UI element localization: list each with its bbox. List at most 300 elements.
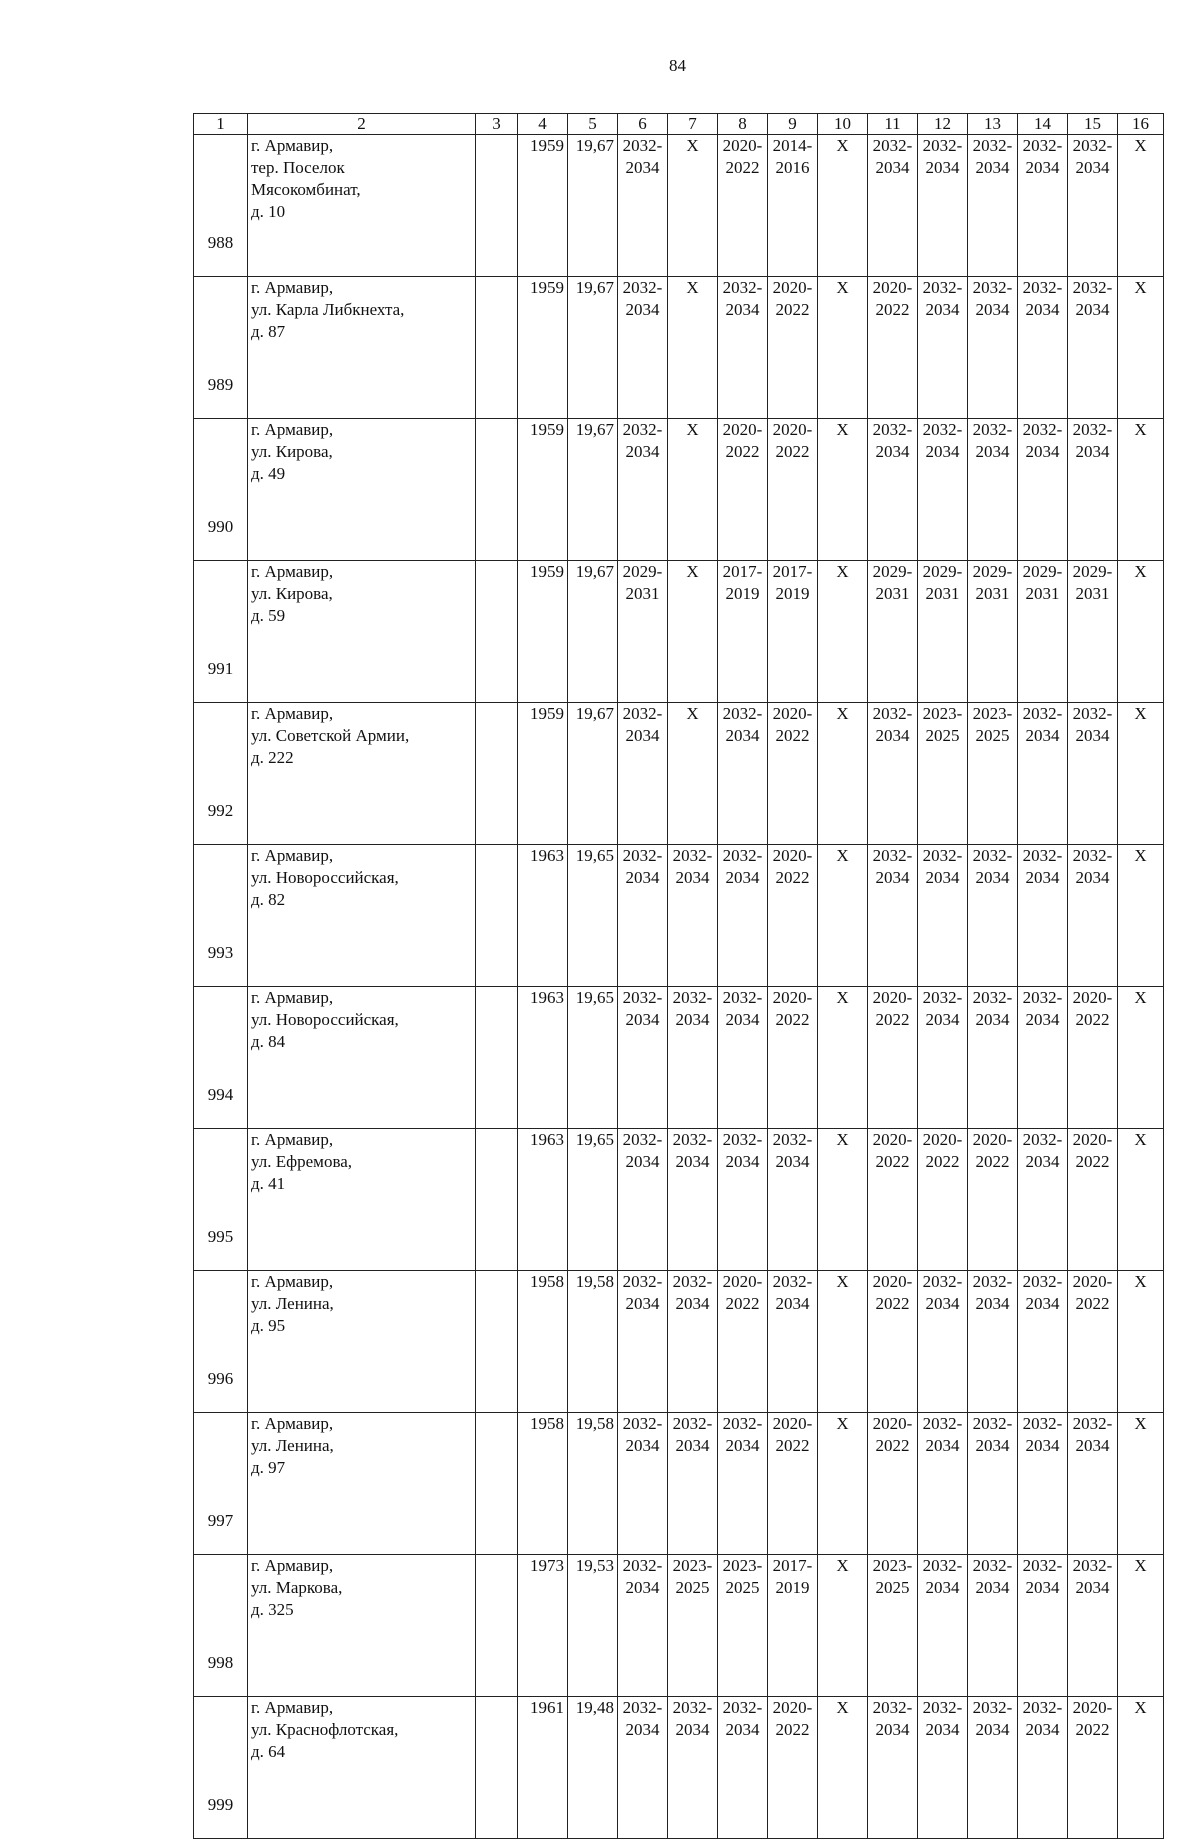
period-text: 2032- — [1022, 136, 1063, 155]
period-text: 2022 — [775, 868, 810, 887]
period-text: 2032- — [622, 136, 663, 155]
period-text: 2032- — [922, 278, 963, 297]
address-line: д. 84 — [251, 1032, 286, 1051]
period-text: 2022 — [925, 1152, 960, 1171]
period-cell — [968, 1697, 1018, 1839]
period-text: 2020- — [772, 1698, 813, 1717]
address-cell — [248, 1555, 476, 1697]
period-cell — [918, 1129, 968, 1271]
row-number: 997 — [194, 1413, 248, 1555]
period-text: 2032- — [1022, 1272, 1063, 1291]
period-text: 2032- — [922, 846, 963, 865]
period-text: 2034 — [625, 868, 660, 887]
address-cell — [248, 135, 476, 277]
address-line: г. Армавир, — [251, 1272, 334, 1291]
area-cell: 19,65 — [568, 845, 618, 987]
address-line: ул. Краснофлотская, — [251, 1720, 399, 1739]
period-cell — [718, 1413, 768, 1555]
period-text: 2032- — [922, 1414, 963, 1433]
empty-cell — [476, 1555, 518, 1697]
period-cell — [968, 561, 1018, 703]
period-text: Х — [1134, 1130, 1147, 1149]
period-text: Х — [836, 1272, 849, 1291]
period-text: 2022 — [1075, 1010, 1110, 1029]
year-cell: 1961 — [518, 1697, 568, 1839]
address-cell — [248, 987, 476, 1129]
period-cell — [968, 845, 1018, 987]
period-text: 2034 — [1025, 300, 1060, 319]
period-text: 2034 — [625, 442, 660, 461]
period-text: 2020- — [872, 278, 913, 297]
period-cell — [918, 987, 968, 1129]
period-text: 2020- — [872, 1130, 913, 1149]
period-text: 2031 — [975, 584, 1010, 603]
period-cell — [1118, 845, 1164, 987]
period-text: Х — [836, 1130, 849, 1149]
period-text: 2032- — [1072, 1556, 1113, 1575]
period-cell — [868, 703, 918, 845]
period-cell — [968, 1129, 1018, 1271]
period-cell — [1018, 1271, 1068, 1413]
period-cell — [1018, 1413, 1068, 1555]
period-cell — [618, 135, 668, 277]
period-cell — [1068, 277, 1118, 419]
period-text: 2025 — [875, 1578, 910, 1597]
period-text: 2032- — [622, 1272, 663, 1291]
period-text: 2032- — [1072, 1414, 1113, 1433]
period-text: 2032- — [1022, 704, 1063, 723]
period-text: 2017- — [722, 562, 763, 581]
address-line: д. 10 — [251, 202, 286, 221]
period-cell — [618, 561, 668, 703]
address-line: д. 82 — [251, 890, 286, 909]
period-cell — [718, 845, 768, 987]
period-text: 2032- — [1022, 1130, 1063, 1149]
period-text: 2034 — [725, 1720, 760, 1739]
row-number: 998 — [194, 1555, 248, 1697]
period-text: 2031 — [1075, 584, 1110, 603]
address-line: г. Армавир, — [251, 136, 334, 155]
period-cell — [768, 987, 818, 1129]
period-text: 2032- — [1022, 846, 1063, 865]
column-header-1: 1 — [194, 114, 248, 135]
empty-cell — [476, 135, 518, 277]
period-cell — [818, 845, 868, 987]
period-text: 2032- — [772, 1130, 813, 1149]
period-text: Х — [836, 1556, 849, 1575]
address-line: д. 59 — [251, 606, 286, 625]
period-text: 2034 — [675, 1294, 710, 1313]
period-text: 2032- — [922, 420, 963, 439]
table-row — [194, 703, 1164, 845]
period-text: 2022 — [775, 300, 810, 319]
period-cell — [618, 1413, 668, 1555]
period-cell — [918, 277, 968, 419]
period-text: 2034 — [925, 1578, 960, 1597]
address-line: Мясокомбинат, — [251, 180, 361, 199]
period-text: 2034 — [725, 300, 760, 319]
period-cell — [1118, 1413, 1164, 1555]
period-text: 2032- — [1022, 1556, 1063, 1575]
address-line: ул. Новороссийская, — [251, 868, 399, 887]
period-text: Х — [1134, 420, 1147, 439]
address-line: ул. Кирова, — [251, 584, 333, 603]
period-text: 2034 — [925, 300, 960, 319]
period-cell — [668, 561, 718, 703]
period-text: 2034 — [625, 1294, 660, 1313]
period-text: 2034 — [1025, 1436, 1060, 1455]
period-text: Х — [836, 846, 849, 865]
period-cell — [918, 845, 968, 987]
period-text: 2032- — [922, 1698, 963, 1717]
address-line: г. Армавир, — [251, 1698, 334, 1717]
period-cell — [718, 1697, 768, 1839]
period-cell — [918, 1697, 968, 1839]
period-cell — [1068, 1413, 1118, 1555]
period-cell — [768, 1413, 818, 1555]
period-text: 2031 — [925, 584, 960, 603]
period-text: 2034 — [925, 1010, 960, 1029]
address-line: д. 97 — [251, 1458, 286, 1477]
period-text: 2034 — [1025, 1152, 1060, 1171]
period-text: 2032- — [722, 278, 763, 297]
period-cell — [968, 419, 1018, 561]
period-text: Х — [1134, 1414, 1147, 1433]
table-row — [194, 1129, 1164, 1271]
period-cell — [1118, 419, 1164, 561]
period-text: 2020- — [1072, 1130, 1113, 1149]
address-cell — [248, 561, 476, 703]
period-text: 2034 — [1075, 300, 1110, 319]
period-cell — [868, 1271, 918, 1413]
row-number: 994 — [194, 987, 248, 1129]
period-text: 2034 — [675, 1436, 710, 1455]
period-text: 2032- — [972, 1272, 1013, 1291]
empty-cell — [476, 561, 518, 703]
empty-cell — [476, 1271, 518, 1413]
period-text: 2022 — [725, 158, 760, 177]
period-text: 2025 — [725, 1578, 760, 1597]
period-text: 2032- — [772, 1272, 813, 1291]
period-cell — [868, 1129, 918, 1271]
period-text: 2029- — [972, 562, 1013, 581]
period-text: 2020- — [922, 1130, 963, 1149]
period-text: 2020- — [772, 988, 813, 1007]
period-text: 2034 — [775, 1294, 810, 1313]
period-text: 2032- — [872, 1698, 913, 1717]
period-text: Х — [686, 278, 699, 297]
period-cell — [1118, 1697, 1164, 1839]
period-text: 2034 — [1025, 1010, 1060, 1029]
period-text: 2034 — [925, 442, 960, 461]
period-text: Х — [1134, 136, 1147, 155]
period-cell — [818, 561, 868, 703]
period-text: 2020- — [722, 1272, 763, 1291]
period-text: 2020- — [872, 1414, 913, 1433]
period-text: 2034 — [625, 1010, 660, 1029]
period-cell — [1068, 1555, 1118, 1697]
period-cell — [768, 1555, 818, 1697]
period-cell — [818, 1129, 868, 1271]
period-cell — [1118, 1555, 1164, 1697]
address-line: г. Армавир, — [251, 846, 334, 865]
period-text: 2034 — [1075, 442, 1110, 461]
period-text: 2034 — [1075, 1436, 1110, 1455]
period-text: Х — [836, 136, 849, 155]
period-text: 2032- — [972, 420, 1013, 439]
period-text: 2032- — [922, 1272, 963, 1291]
address-cell — [248, 1413, 476, 1555]
period-cell — [768, 277, 818, 419]
period-text: 2023- — [872, 1556, 913, 1575]
period-cell — [618, 1129, 668, 1271]
address-line: ул. Карла Либкнехта, — [251, 300, 405, 319]
row-number: 993 — [194, 845, 248, 987]
period-cell — [718, 1129, 768, 1271]
period-text: 2032- — [672, 846, 713, 865]
area-cell: 19,67 — [568, 419, 618, 561]
period-text: 2034 — [725, 868, 760, 887]
period-text: 2032- — [622, 278, 663, 297]
period-text: 2034 — [975, 1436, 1010, 1455]
period-text: 2032- — [722, 1698, 763, 1717]
period-text: 2019 — [725, 584, 760, 603]
period-text: 2034 — [925, 1436, 960, 1455]
period-text: 2025 — [675, 1578, 710, 1597]
page-number: 84 — [669, 56, 686, 75]
column-header-15: 15 — [1068, 114, 1118, 135]
period-text: 2034 — [925, 158, 960, 177]
period-text: 2032- — [1022, 278, 1063, 297]
period-cell — [868, 845, 918, 987]
period-cell — [1018, 1129, 1068, 1271]
period-cell — [818, 987, 868, 1129]
period-text: 2034 — [725, 1152, 760, 1171]
period-cell — [818, 703, 868, 845]
period-text: 2031 — [1025, 584, 1060, 603]
period-text: 2022 — [775, 442, 810, 461]
period-text: 2032- — [622, 420, 663, 439]
period-cell — [918, 1271, 968, 1413]
address-line: г. Армавир, — [251, 278, 334, 297]
address-line: тер. Поселок — [251, 158, 345, 177]
period-text: 2034 — [625, 726, 660, 745]
period-text: 2034 — [675, 868, 710, 887]
period-cell — [868, 419, 918, 561]
table-row — [194, 561, 1164, 703]
period-text: 2017- — [772, 1556, 813, 1575]
period-text: 2032- — [722, 988, 763, 1007]
period-text: 2032- — [672, 1272, 713, 1291]
table-row — [194, 1271, 1164, 1413]
address-line: г. Армавир, — [251, 704, 334, 723]
table-row — [194, 1555, 1164, 1697]
address-line: ул. Ленина, — [251, 1294, 334, 1313]
period-text: 2020- — [872, 1272, 913, 1291]
period-cell — [918, 1555, 968, 1697]
period-text: 2022 — [1075, 1720, 1110, 1739]
column-header-2: 2 — [248, 114, 476, 135]
period-text: 2032- — [922, 136, 963, 155]
address-line: д. 222 — [251, 748, 294, 767]
period-text: 2032- — [722, 846, 763, 865]
address-line: ул. Маркова, — [251, 1578, 343, 1597]
table-row — [194, 845, 1164, 987]
empty-cell — [476, 277, 518, 419]
period-text: 2020- — [772, 1414, 813, 1433]
period-text: 2034 — [875, 726, 910, 745]
period-text: 2020- — [772, 846, 813, 865]
period-text: 2025 — [975, 726, 1010, 745]
table-row — [194, 1413, 1164, 1555]
period-text: 2032- — [972, 1556, 1013, 1575]
period-text: 2022 — [875, 1010, 910, 1029]
address-cell — [248, 419, 476, 561]
period-cell — [668, 1555, 718, 1697]
period-text: 2032- — [622, 1556, 663, 1575]
period-text: 2020- — [1072, 1272, 1113, 1291]
period-cell — [968, 987, 1018, 1129]
period-text: Х — [686, 136, 699, 155]
column-header-5: 5 — [568, 114, 618, 135]
year-cell: 1958 — [518, 1271, 568, 1413]
period-cell — [718, 1555, 768, 1697]
area-cell: 19,58 — [568, 1413, 618, 1555]
period-text: 2032- — [722, 1130, 763, 1149]
period-text: 2034 — [925, 1294, 960, 1313]
period-text: 2022 — [1075, 1152, 1110, 1171]
period-text: 2032- — [922, 988, 963, 1007]
period-text: 2032- — [672, 1698, 713, 1717]
period-cell — [818, 135, 868, 277]
row-number: 995 — [194, 1129, 248, 1271]
period-text: 2034 — [625, 1436, 660, 1455]
period-cell — [1118, 987, 1164, 1129]
period-text: 2032- — [622, 846, 663, 865]
period-text: 2023- — [922, 704, 963, 723]
period-cell — [968, 1413, 1018, 1555]
period-cell — [1018, 987, 1068, 1129]
period-text: 2020- — [1072, 1698, 1113, 1717]
area-cell: 19,67 — [568, 277, 618, 419]
column-header-3: 3 — [476, 114, 518, 135]
period-cell — [968, 1271, 1018, 1413]
period-text: 2020- — [722, 420, 763, 439]
period-cell — [868, 987, 918, 1129]
period-cell — [618, 1271, 668, 1413]
period-text: 2032- — [622, 704, 663, 723]
period-text: 2014- — [772, 136, 813, 155]
period-text: Х — [836, 562, 849, 581]
period-text: 2020- — [772, 420, 813, 439]
period-text: 2034 — [975, 1720, 1010, 1739]
year-cell: 1959 — [518, 277, 568, 419]
period-cell — [618, 845, 668, 987]
period-cell — [1018, 561, 1068, 703]
address-cell — [248, 845, 476, 987]
empty-cell — [476, 419, 518, 561]
address-line: ул. Новороссийская, — [251, 1010, 399, 1029]
period-cell — [668, 1413, 718, 1555]
period-cell — [968, 135, 1018, 277]
period-text: 2016 — [775, 158, 810, 177]
period-text: 2034 — [925, 1720, 960, 1739]
period-text: 2034 — [625, 1152, 660, 1171]
period-text: 2034 — [875, 158, 910, 177]
period-cell — [768, 135, 818, 277]
period-cell — [1018, 419, 1068, 561]
period-cell — [1068, 845, 1118, 987]
address-line: ул. Советской Армии, — [251, 726, 410, 745]
period-text: 2034 — [625, 1720, 660, 1739]
period-text: 2029- — [1022, 562, 1063, 581]
area-cell: 19,65 — [568, 1129, 618, 1271]
column-header-11: 11 — [868, 114, 918, 135]
period-cell — [918, 419, 968, 561]
period-cell — [918, 703, 968, 845]
table-row — [194, 1697, 1164, 1839]
column-header-8: 8 — [718, 114, 768, 135]
period-text: 2034 — [1025, 1720, 1060, 1739]
row-number: 988 — [194, 135, 248, 277]
period-cell — [1118, 277, 1164, 419]
period-text: 2032- — [1072, 420, 1113, 439]
address-line: г. Армавир, — [251, 1130, 334, 1149]
period-text: 2034 — [975, 1578, 1010, 1597]
period-text: 2022 — [775, 726, 810, 745]
period-cell — [918, 1413, 968, 1555]
year-cell: 1959 — [518, 419, 568, 561]
column-header-13: 13 — [968, 114, 1018, 135]
address-cell — [248, 703, 476, 845]
period-cell — [1068, 1129, 1118, 1271]
column-header-10: 10 — [818, 114, 868, 135]
period-cell — [1068, 135, 1118, 277]
period-text: 2034 — [775, 1152, 810, 1171]
period-text: 2022 — [875, 1294, 910, 1313]
period-text: 2032- — [872, 420, 913, 439]
period-text: 2032- — [972, 1414, 1013, 1433]
period-text: 2029- — [922, 562, 963, 581]
column-header-7: 7 — [668, 114, 718, 135]
period-text: 2020- — [772, 278, 813, 297]
period-text: 2034 — [725, 1010, 760, 1029]
period-cell — [818, 1555, 868, 1697]
period-cell — [768, 845, 818, 987]
period-text: 2032- — [1022, 988, 1063, 1007]
period-text: 2032- — [972, 1698, 1013, 1717]
period-text: Х — [836, 1414, 849, 1433]
period-cell — [618, 987, 668, 1129]
period-text: 2034 — [975, 1010, 1010, 1029]
period-text: 2034 — [975, 868, 1010, 887]
period-cell — [718, 703, 768, 845]
empty-cell — [476, 1413, 518, 1555]
period-text: 2029- — [622, 562, 663, 581]
area-cell: 19,67 — [568, 135, 618, 277]
period-text: 2022 — [775, 1436, 810, 1455]
period-text: 2031 — [875, 584, 910, 603]
period-cell — [668, 1271, 718, 1413]
period-cell — [1068, 561, 1118, 703]
period-text: 2032- — [872, 136, 913, 155]
period-cell — [968, 703, 1018, 845]
empty-cell — [476, 845, 518, 987]
period-text: 2034 — [975, 442, 1010, 461]
period-text: 2032- — [1072, 704, 1113, 723]
column-header-16: 16 — [1118, 114, 1164, 135]
period-text: 2034 — [1025, 868, 1060, 887]
